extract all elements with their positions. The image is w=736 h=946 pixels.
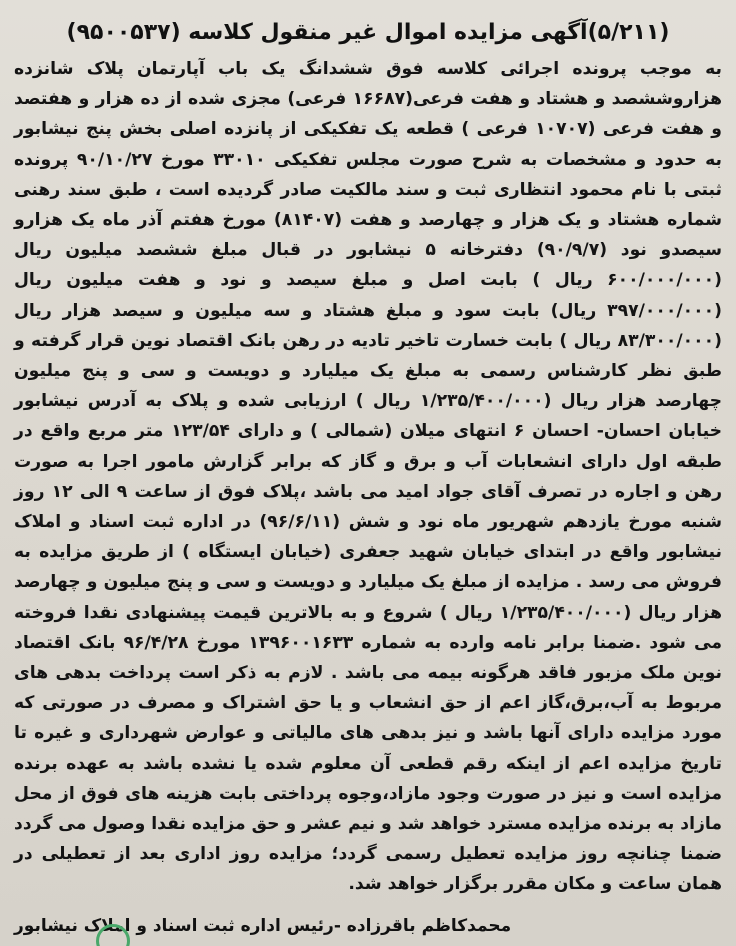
notice-title: (۵/۲۱۱)آگهی مزایده اموال غیر منقول کلاسه (۹۵۰۰۵۳۷) (66, 20, 670, 45)
stamp-circle-icon (96, 924, 130, 946)
green-stamp-mark (92, 918, 138, 946)
notice-body: به موجب پرونده اجرائی کلاسه فوق ششدانگ یک باب آپارتمان پلاک شانزده هزاروششصد و هشتاد و هفت فرعی(۱۶۶۸۷ فرعی) مجزی شده از ده هزار و هفتصد و هفت فرعی (۱۰۷۰۷ فرعی ) قطعه یک تفکیکی از پانزده اصلی بخش پنج نیشابور به حدود و مشخصات به شرح صورت مجلس تفکیکی ۳۳۰۱۰ مورخ ۹۰/۱۰/۲۷ پرونده ثبتی با نام محمود انتظاری ثبت و سند مالکیت صادر گردیده است ، طبق سند رهنی شماره هشتاد و یک هزار و چهارصد و هفت (۸۱۴۰۷) مورخ هفتم آذر ماه یک هزارو سیصدو نود (۹۰/۹/۷) دفترخانه ۵ نیشابور در قبال مبلغ ششصد میلیون ریال (۶۰۰/۰۰۰/۰۰۰ ریال ) بابت اصل و مبلغ سیصد و نود و هفت میلیون ریال (۳۹۷/۰۰۰/۰۰۰ ریال) بابت سود و مبلغ هشتاد و سه میلیون و سیصد هزار ریال (۸۳/۳۰۰/۰۰۰ ریال ) بابت خسارت تاخیر تادیه در رهن بانک اقتصاد نوین قرار گرفته و طبق نظر کارشناس رسمی به مبلغ یک میلیارد و دویست و سی و پنج میلیون چهارصد هزار ریال (۱/۲۳۵/۴۰۰/۰۰۰ ریال ) ارزیابی شده و پلاک به آدرس نیشابور خیابان احسان- احسان ۶ انتهای میلان (شمالی ) و دارای ۱۲۳/۵۴ متر مربع واقع در طبقه اول دارای انشعابات آب و برق و گاز که برابر گزارش مامور اجرا به صورت رهن و اجاره در تصرف آقای جواد امید می باشد ،پلاک فوق از ساعت ۹ الی ۱۲ روز شنبه مورخ یازدهم شهریور ماه نود و شش (۹۶/۶/۱۱) در اداره ثبت اسناد و املاک نیشابور واقع در ابتدای خیابان شهید جعفری (خیابان ایستگاه ) از طریق مزایده به فروش می رسد . مزایده از مبلغ یک میلیارد و دویست و سی و پنج میلیون و چهارصد هزار ریال (۱/۲۳۵/۴۰۰/۰۰۰ ریال ) شروع و به بالاترین قیمت پیشنهادی نقدا فروخته می شود .ضمنا برابر نامه وارده به شماره ۱۳۹۶۰۰۱۶۳۳ مورخ ۹۶/۴/۲۸ بانک اقتصاد نوین ملک مزبور فاقد هرگونه بیمه می باشد . لازم به ذکر است پرداخت بدهی های مربوط به آب،برق،گاز اعم از حق انشعاب و یا حق اشتراک و مصرف در صورتی که مورد مزایده دارای آنها باشد و نیز بدهی های مالیاتی و عوارض شهرداری و غیره تا تاریخ مزایده اعم از اینکه رقم قطعی آن معلوم شده یا نشده باشد به عهده برنده مزایده است و نیز در صورت وجود مازاد،وجوه پرداختی بابت هزینه های فوق از محل مازاد به برنده مزایده مسترد خواهد شد و نیم عشر و حق مزایده نقدا وصول می گردد ضمنا چنانچه روز مزایده تعطیل رسمی گردد؛ مزایده روز اداری بعد از تعطیلی در همان ساعت و مکان مقرر برگزار خواهد شد. (14, 59, 723, 895)
notice-signature: محمدکاظم باقرزاده -رئیس اداره ثبت اسناد و املاک نیشابور (14, 915, 512, 936)
